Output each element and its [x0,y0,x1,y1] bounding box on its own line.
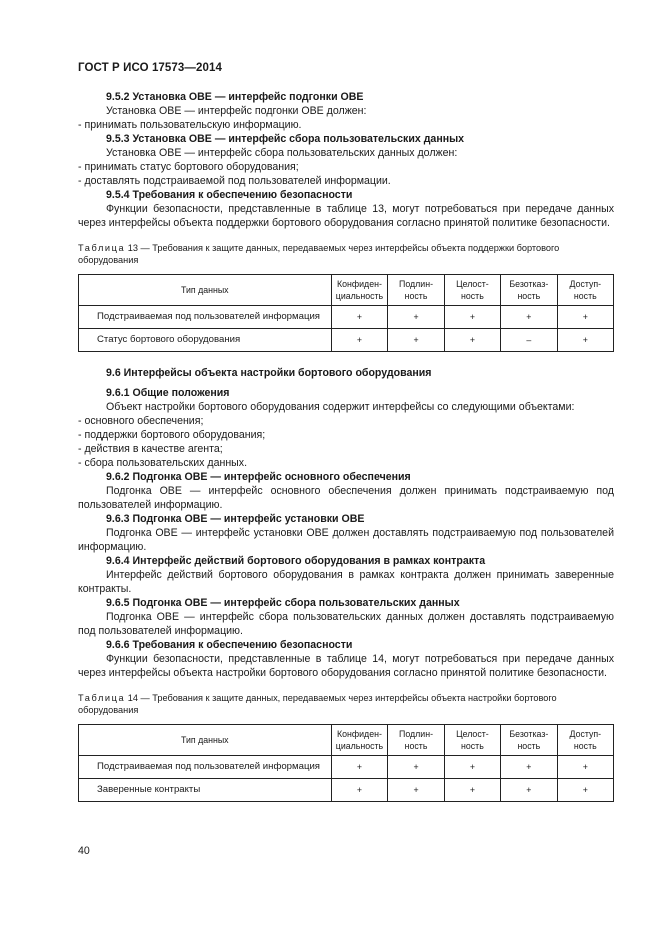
table-cell: + [388,329,444,352]
column-header [444,275,500,306]
caption-text: 14 — Требования к защите данных, передаваемых через интерфейсы объекта настройки бортового оборудования [78,693,557,715]
caption-text: 13 — Требования к защите данных, передаваемых через интерфейсы объекта поддержки бортового оборудования [78,243,560,265]
table-cell: + [444,779,500,802]
table-header-row [79,275,614,306]
heading-9-6-2: 9.6.2 Подгонка ОВЕ — интерфейс основного обеспечения [106,471,411,483]
paragraph: Интерфейс действий бортового оборудования в рамках контракта должен принимать заверенные контракты. [78,569,614,595]
column-header-text: Конфиден- циальность [335,729,384,751]
heading-9-6-1: 9.6.1 Общие положения [106,387,230,399]
table-row [79,306,614,329]
column-header-text: Безотказ- ность [509,729,549,751]
table-cell: Заверенные контракты [79,779,332,802]
column-header-text: Целост- ность [456,279,489,301]
table-13 [78,274,614,352]
heading-9-6: 9.6 Интерфейсы объекта настройки бортового оборудования [106,367,432,379]
page-content [78,90,614,802]
table-cell: + [331,329,388,352]
column-header-text: Подлин- ность [399,279,434,301]
heading-9-5-3: 9.5.3 Установка ОВЕ — интерфейс сбора пользовательских данных [106,133,465,145]
heading-9-5-4: 9.5.4 Требования к обеспечению безопасности [106,189,353,201]
table-header-row [79,725,614,756]
heading-9-6-3: 9.6.3 Подгонка ОВЕ — интерфейс установки ОВЕ [106,513,365,525]
column-header [557,725,613,756]
table-cell: + [331,306,388,329]
table-cell: Подстраиваемая под пользователей информация [79,756,332,779]
column-header: Тип данных [79,725,332,756]
paragraph: Подгонка ОВЕ — интерфейс установки ОВЕ должен доставлять подстраиваемую под пользователей информацию. [78,527,614,553]
column-header [388,725,444,756]
table-row [79,779,614,802]
column-header [444,725,500,756]
table-cell: + [444,306,500,329]
table-cell: + [557,756,613,779]
heading-9-6-5: 9.6.5 Подгонка ОВЕ — интерфейс сбора пользовательских данных [106,597,460,609]
table-cell: + [444,329,500,352]
table-cell: + [501,779,558,802]
list-item: - действия в качестве агента; [78,443,223,455]
table-row [79,329,614,352]
table-13-caption [78,242,614,266]
list-item: - принимать пользовательскую информацию. [78,119,302,131]
caption-label: Таблица [78,243,126,253]
paragraph: Установка ОВЕ — интерфейс сбора пользовательских данных должен: [106,147,458,159]
paragraph: Подгонка ОВЕ — интерфейс основного обеспечения должен принимать подстраиваемую под пользователей информацию. [78,485,614,511]
table-cell: + [331,779,388,802]
list-item: - основного обеспечения; [78,415,204,427]
table-cell: + [388,779,444,802]
paragraph: Установка ОВЕ — интерфейс подгонки ОВЕ должен: [106,105,367,117]
table-cell: + [557,779,613,802]
list-item: - доставлять подстраиваемой под пользователей информации. [78,175,391,187]
paragraph: Подгонка ОВЕ — интерфейс сбора пользовательских данных должен доставлять подстраиваемую под пользователей информацию. [78,611,614,637]
column-header [501,725,558,756]
column-header [331,275,388,306]
table-cell: + [331,756,388,779]
table-cell: – [501,329,558,352]
list-item: - принимать статус бортового оборудования; [78,161,299,173]
paragraph: Объект настройки бортового оборудования содержит интерфейсы со следующими объектами: [106,401,575,413]
table-cell: + [557,306,613,329]
column-header-text: Конфиден- циальность [335,279,384,301]
column-header: Тип данных [79,275,332,306]
heading-9-6-6: 9.6.6 Требования к обеспечению безопасности [106,639,353,651]
table-cell: + [388,306,444,329]
document-header: ГОСТ Р ИСО 17573—2014 [78,62,223,74]
table-14-caption [78,692,614,716]
column-header-text: Целост- ность [456,729,489,751]
table-cell: Подстраиваемая под пользователей информация [79,306,332,329]
list-item: - поддержки бортового оборудования; [78,429,266,441]
column-header [388,275,444,306]
table-row [79,756,614,779]
list-item: - сбора пользовательских данных. [78,457,248,469]
table-cell: + [501,306,558,329]
column-header-text: Доступ- ность [569,729,602,751]
table-cell: + [557,329,613,352]
table-cell: + [501,756,558,779]
column-header-text: Доступ- ность [569,279,602,301]
caption-label: Таблица [78,693,126,703]
table-14 [78,724,614,802]
page-number: 40 [78,845,90,857]
table-cell: + [388,756,444,779]
column-header [331,725,388,756]
column-header [557,275,613,306]
heading-9-6-4: 9.6.4 Интерфейс действий бортового оборудования в рамках контракта [106,555,486,567]
heading-9-5-2: 9.5.2 Установка ОВЕ — интерфейс подгонки ОВЕ [106,91,364,103]
paragraph: Функции безопасности, представленные в таблице 13, могут потребоваться при передаче данных через интерфейсы объекта поддержки бортового оборудования согласно принятой политике безопасности. [78,203,614,229]
column-header-text: Безотказ- ность [509,279,549,301]
table-cell: Статус бортового оборудования [79,329,332,352]
column-header-text: Подлин- ность [399,729,434,751]
column-header [501,275,558,306]
table-cell: + [444,756,500,779]
paragraph: Функции безопасности, представленные в таблице 14, могут потребоваться при передаче данных через интерфейсы объекта настройки бортового оборудования согласно принятой политике безопасности. [78,653,614,679]
